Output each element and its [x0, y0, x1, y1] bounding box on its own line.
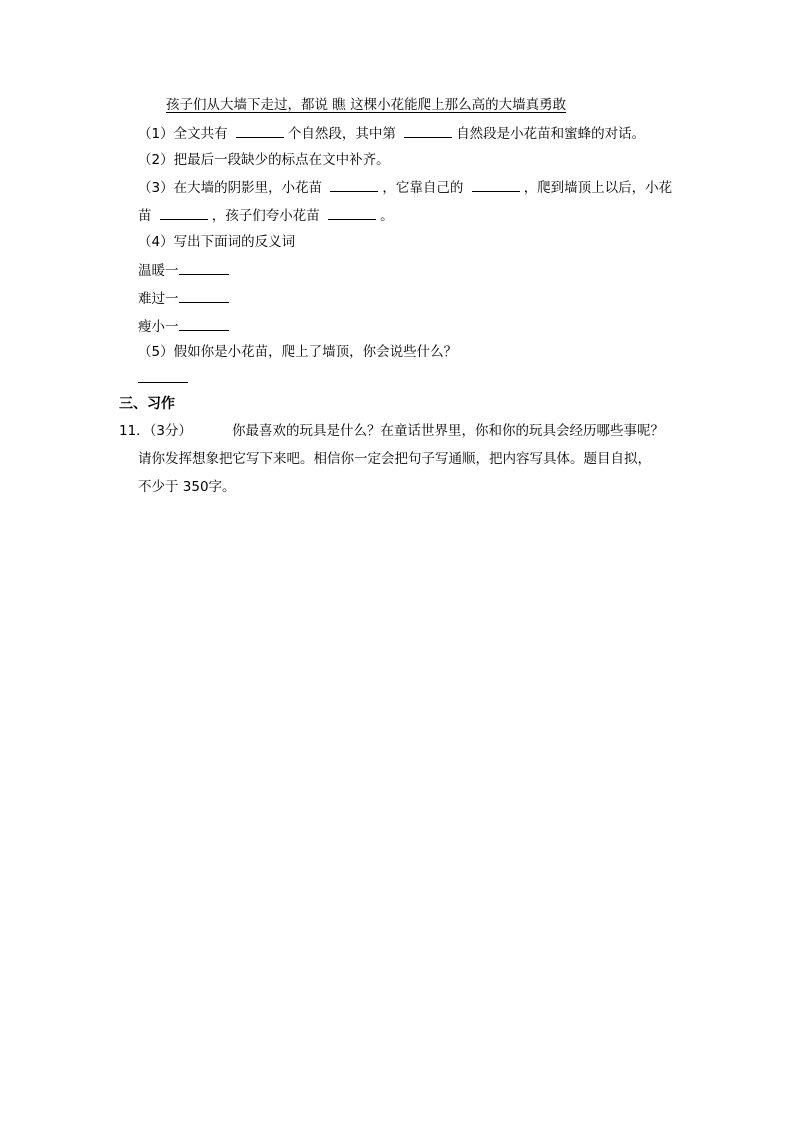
section-title: 三、习作 — [119, 396, 175, 412]
antonym-item — [138, 288, 229, 309]
answer-blank[interactable] — [160, 205, 208, 220]
passage-final-paragraph: 孩子们从大墙下走过，都说 瞧 这棵小花能爬上那么高的大墙真勇敢 — [166, 97, 567, 113]
question-1-mid: 个自然段，其中第 — [287, 126, 401, 142]
question-1-prefix: （1）全文共有 — [138, 126, 232, 142]
answer-blank[interactable] — [328, 205, 376, 220]
antonym-item — [138, 316, 229, 337]
question-3-text: 苗 — [138, 208, 156, 224]
question-4: （4）写出下面词的反义词 — [138, 234, 296, 250]
question-11-text: 你最喜欢的玩具是什么？在童话世界里，你和你的玩具会经历哪些事呢？ — [232, 423, 665, 439]
question-11-line-1 — [119, 421, 664, 441]
question-3-text: ，爬到墙顶上以后，小花 — [523, 180, 673, 196]
antonym-word: 难过一 — [138, 291, 179, 307]
answer-blank[interactable] — [138, 368, 188, 383]
answer-blank[interactable] — [330, 177, 378, 192]
antonym-word: 温暖一 — [138, 263, 179, 279]
question-5-answer-line — [138, 368, 188, 389]
answer-blank[interactable] — [404, 123, 452, 138]
question-3-text: ，它靠自己的 — [382, 180, 468, 196]
question-1 — [138, 123, 645, 144]
answer-blank[interactable] — [472, 177, 520, 192]
answer-blank[interactable] — [179, 316, 229, 331]
question-1-suffix: 自然段是小花苗和蜜蜂的对话。 — [456, 126, 646, 142]
question-11-line-2: 请你发挥想象把它写下来吧。相信你一定会把句子写通顺，把内容写具体。题目自拟， — [138, 451, 651, 467]
question-2: （2）把最后一段缺少的标点在文中补齐。 — [138, 152, 390, 168]
question-3-line-1 — [138, 177, 672, 198]
question-5: （5）假如你是小花苗，爬上了墙顶，你会说些什么？ — [138, 344, 458, 360]
question-3-text: （3）在大墙的阴影里，小花苗 — [138, 180, 327, 196]
question-3-text: 。 — [380, 208, 394, 224]
answer-blank[interactable] — [236, 123, 284, 138]
question-3-text: ，孩子们夸小花苗 — [211, 208, 325, 224]
answer-blank[interactable] — [179, 288, 229, 303]
question-11-line-3: 不少于 350字。 — [138, 479, 236, 495]
question-3-line-2 — [138, 205, 394, 226]
answer-blank[interactable] — [179, 260, 229, 275]
question-number: 11．（3分） — [119, 423, 193, 439]
antonym-word: 瘦小一 — [138, 319, 179, 335]
antonym-item — [138, 260, 229, 281]
